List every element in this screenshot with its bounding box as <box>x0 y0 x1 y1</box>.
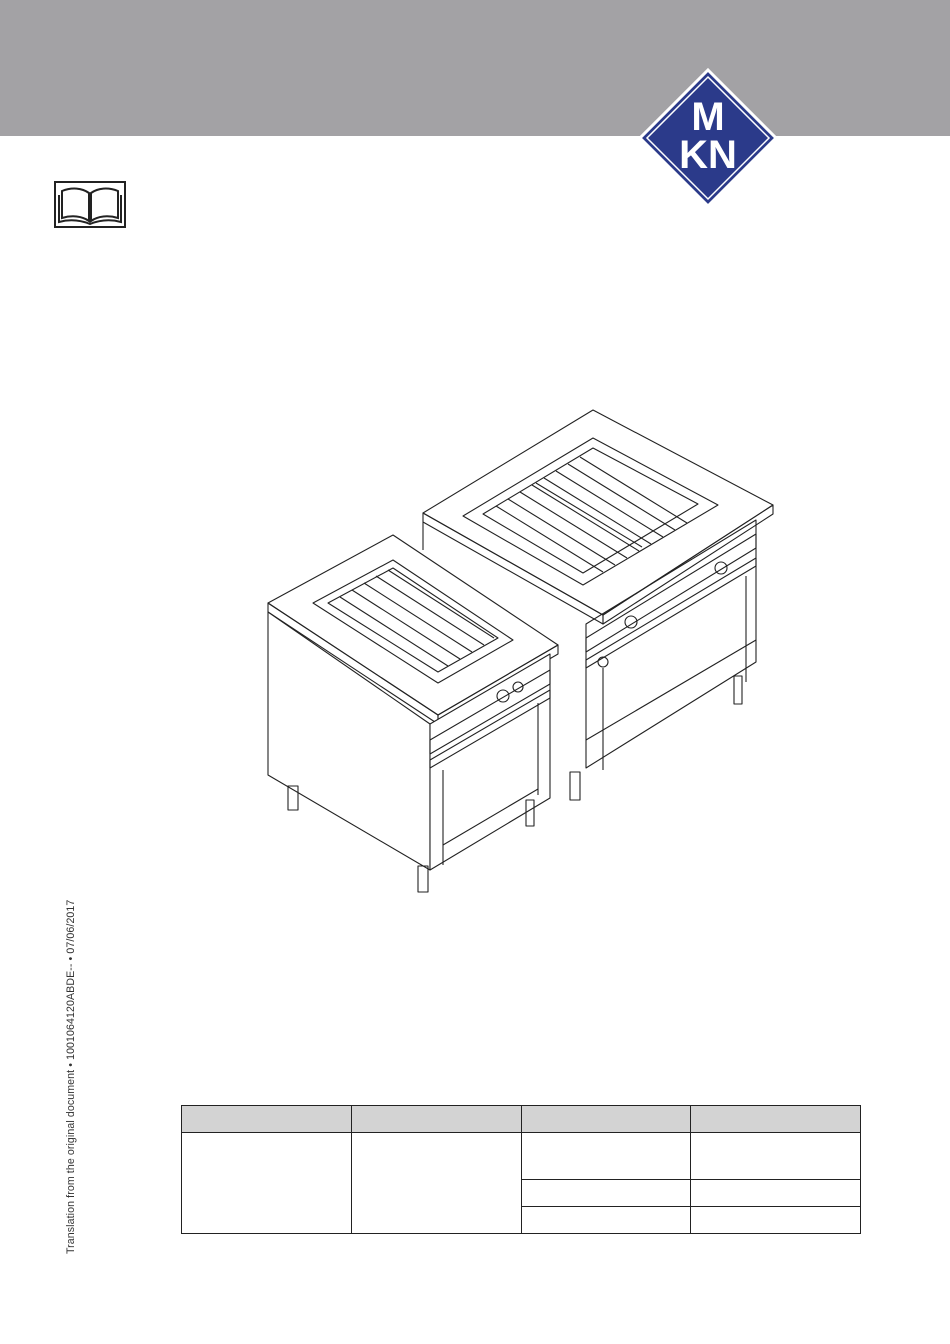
small-grill-unit <box>268 535 558 892</box>
table-header-cell <box>691 1106 861 1133</box>
table-header-cell <box>352 1106 522 1133</box>
table-cell <box>182 1133 352 1234</box>
mkn-logo <box>638 68 778 208</box>
table-cell <box>691 1207 861 1234</box>
table-cell <box>522 1180 691 1207</box>
large-grate-bars <box>496 457 687 572</box>
table-header-cell <box>522 1106 691 1133</box>
svg-text:M: M <box>691 95 725 139</box>
document-reference: Translation from the original document • 1001064120ABDE-- • 07/06/2017 <box>65 899 77 1254</box>
open-book-icon <box>54 181 126 228</box>
table-header-row <box>182 1106 861 1133</box>
table-cell <box>691 1180 861 1207</box>
table-cell <box>522 1133 691 1180</box>
table-header-cell <box>182 1106 352 1133</box>
header-band <box>0 0 950 136</box>
table-cell <box>352 1133 522 1234</box>
table-cell <box>522 1207 691 1234</box>
svg-text:KN: KN <box>679 133 737 177</box>
table-row <box>182 1133 861 1180</box>
model-table <box>181 1105 861 1234</box>
grill-appliance-illustration <box>258 400 778 900</box>
table-cell <box>691 1133 861 1180</box>
